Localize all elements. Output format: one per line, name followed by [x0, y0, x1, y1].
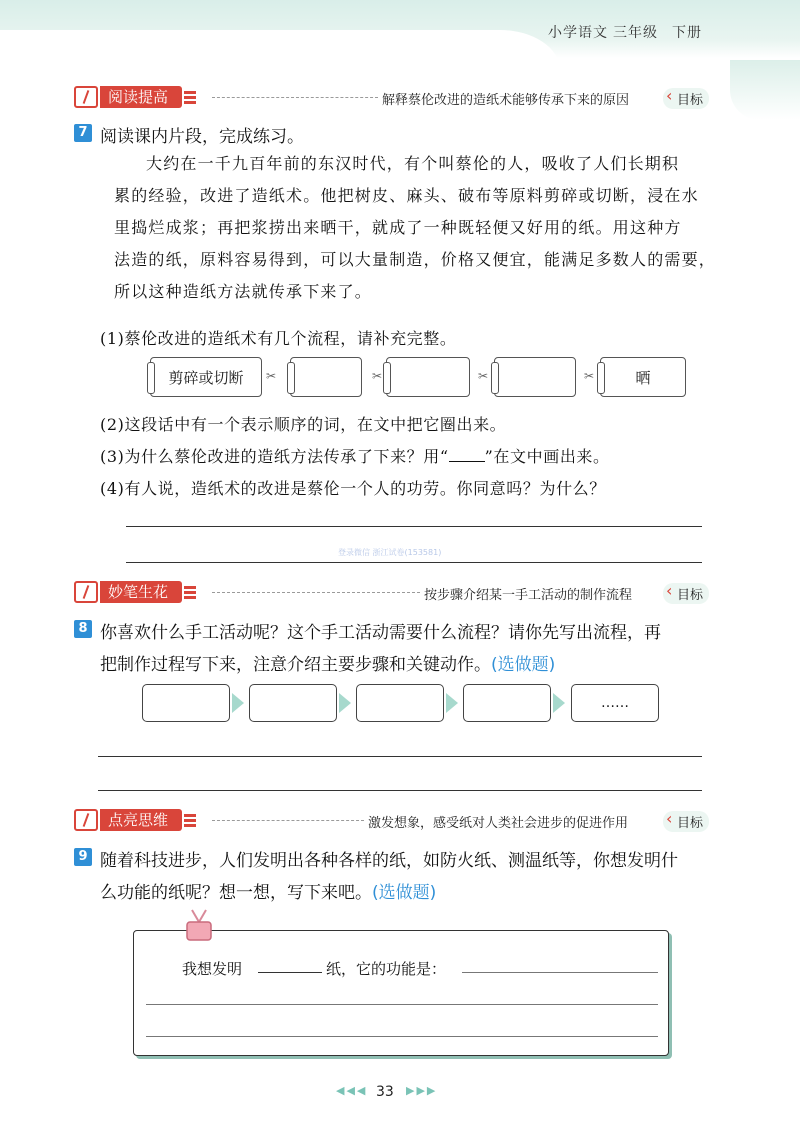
scissors-icon: ✂	[584, 369, 595, 383]
optional-label: (选做题)	[372, 883, 437, 903]
flow-step-last	[600, 357, 686, 397]
card-text-mid: 纸，它的功能是：	[326, 960, 447, 978]
arrow-right-icon	[553, 693, 565, 713]
goal-tag: ‹ 目标	[663, 583, 709, 604]
section-goal: 按步骤介绍某一手工活动的制作流程	[424, 588, 633, 603]
sub-question-4: (4)有人说，造纸术的改进是蔡伦一个人的功劳。你同意吗？为什么？	[100, 479, 606, 498]
flow-box[interactable]	[142, 684, 230, 722]
question-text: 阅读课内片段，完成练习。	[100, 127, 304, 147]
book-icon	[74, 581, 98, 603]
answer-line[interactable]	[98, 756, 702, 757]
flow-box-last	[571, 684, 659, 722]
banner-stripes-icon	[184, 86, 198, 108]
dotted-leader	[212, 97, 378, 98]
watermark: 登录微信 浙江试卷(153581)	[338, 548, 442, 557]
flow-box[interactable]	[463, 684, 551, 722]
answer-line[interactable]	[98, 790, 702, 791]
banner-stripes-icon	[184, 581, 198, 603]
sub-question-3-part1: (3)为什么蔡伦改进的造纸方法传承了下来？用“	[100, 447, 449, 466]
card-text-start: 我想发明	[182, 960, 243, 978]
question-text	[100, 878, 436, 903]
flow-box[interactable]	[249, 684, 337, 722]
question-text	[100, 650, 555, 675]
optional-label: (选做题)	[491, 655, 556, 675]
goal-tag: ‹ 目标	[663, 88, 709, 109]
invention-blank[interactable]	[258, 972, 322, 973]
header-subject: 小学语文	[548, 25, 608, 41]
flow-step-label: 剪碎或切断	[168, 368, 244, 387]
section-banner-reading	[74, 85, 198, 109]
flow-step-blank[interactable]	[290, 357, 362, 397]
question-number: 8	[74, 620, 92, 638]
flow-box[interactable]	[356, 684, 444, 722]
header-grade: 三年级	[613, 25, 658, 41]
section-title: 点亮思维	[100, 809, 182, 831]
question-text: 你喜欢什么手工活动呢？这个手工活动需要什么流程？请你先写出流程，再	[100, 623, 661, 643]
flow-step-1	[150, 357, 262, 397]
book-icon	[74, 86, 98, 108]
flow-step-blank[interactable]	[386, 357, 470, 397]
banner-stripes-icon	[184, 809, 198, 831]
dotted-leader	[212, 820, 364, 821]
left-arrows-icon: ◀◀◀	[336, 1084, 368, 1097]
answer-line[interactable]	[126, 562, 702, 563]
section-goal: 激发想象，感受纸对人类社会进步的促进作用	[368, 816, 629, 831]
answer-card	[133, 930, 669, 1056]
dotted-leader	[212, 592, 420, 593]
passage-line: 所以这种造纸方法就传承下来了。	[114, 282, 373, 301]
answer-line[interactable]	[126, 526, 702, 527]
section-title: 妙笔生花	[100, 581, 182, 603]
sub-question-2: (2)这段话中有一个表示顺序的词，在文中把它圈出来。	[100, 415, 507, 434]
binder-clip-icon	[184, 908, 214, 944]
section-goal: 解释蔡伦改进的造纸术能够传承下来的原因	[382, 93, 630, 108]
sub-question-1: (1)蔡伦改进的造纸术有几个流程，请补充完整。	[100, 329, 457, 348]
sub-question-3	[100, 444, 610, 467]
header-side-tab	[730, 60, 800, 120]
section-banner-thinking	[74, 808, 198, 832]
arrow-right-icon	[446, 693, 458, 713]
question-text: 随着科技进步，人们发明出各种各样的纸，如防火纸、测温纸等，你想发明什	[100, 851, 678, 871]
arrow-right-icon	[339, 693, 351, 713]
passage-line: 累的经验，改进了造纸术。他把树皮、麻头、破布等原料剪碎或切断，浸在水	[114, 186, 699, 205]
question-text-line2: 么功能的纸呢？想一想，写下来吧。	[100, 883, 372, 903]
right-arrows-icon: ▶▶▶	[406, 1084, 438, 1097]
arrow-right-icon	[232, 693, 244, 713]
question-number: 7	[74, 124, 92, 142]
flow-step-label: 晒	[635, 368, 651, 387]
question-text-line2: 把制作过程写下来，注意介绍主要步骤和关键动作。	[100, 655, 491, 675]
page-number: 33	[376, 1084, 394, 1100]
underline-mark	[449, 461, 485, 462]
scissors-icon: ✂	[478, 369, 489, 383]
passage-line: 里捣烂成浆；再把浆捞出来晒干，就成了一种既轻便又好用的纸。用这种方	[114, 218, 682, 237]
scissors-icon: ✂	[266, 369, 277, 383]
answer-line[interactable]	[146, 1036, 658, 1037]
section-title: 阅读提高	[100, 86, 182, 108]
passage-line: 法造的纸，原料容易得到，可以大量制造，价格又便宜，能满足多数人的需要，	[114, 250, 717, 269]
answer-line[interactable]	[462, 972, 658, 973]
flow-step-blank[interactable]	[494, 357, 576, 397]
book-icon	[74, 809, 98, 831]
section-banner-writing	[74, 580, 198, 604]
scissors-icon: ✂	[372, 369, 383, 383]
question-number: 9	[74, 848, 92, 866]
header-curve	[0, 30, 560, 70]
sub-question-3-part2: ”在文中画出来。	[484, 447, 610, 466]
header-volume: 下册	[672, 25, 702, 41]
goal-tag: ‹ 目标	[663, 811, 709, 832]
passage-line: 大约在一千九百年前的东汉时代，有个叫蔡伦的人，吸收了人们长期积	[146, 154, 680, 173]
answer-line[interactable]	[146, 1004, 658, 1005]
flow-box-ellipsis: ……	[601, 695, 629, 711]
